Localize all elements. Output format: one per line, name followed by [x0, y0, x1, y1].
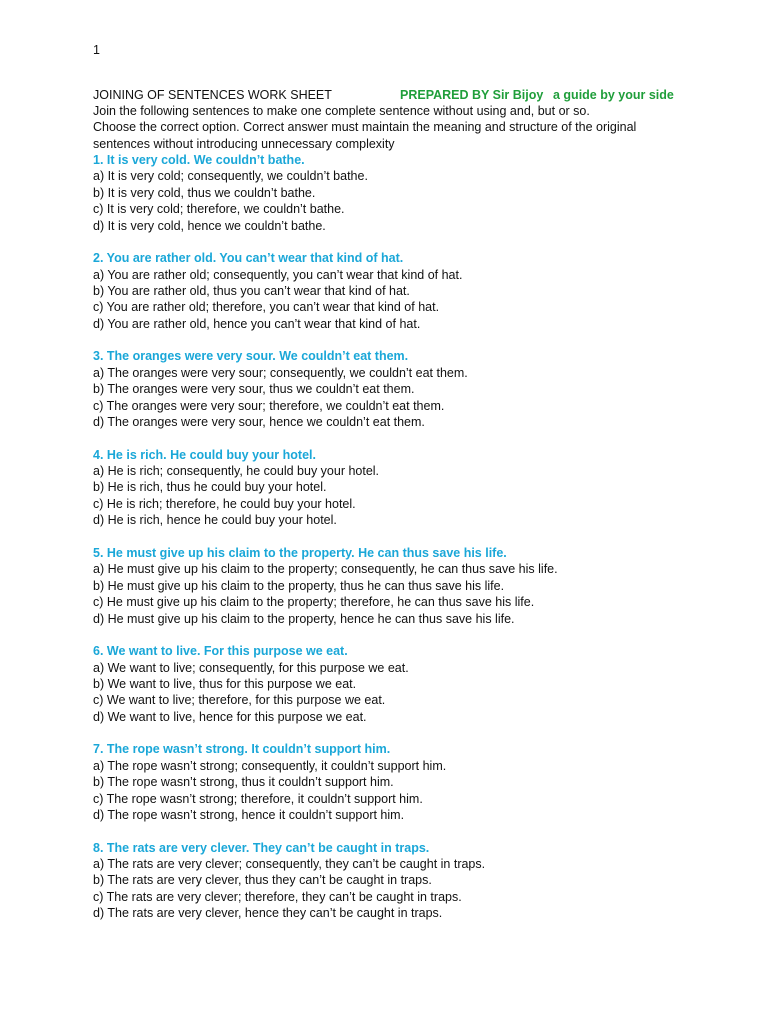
answer-option: c) You are rather old; therefore, you can’t wear that kind of hat. — [93, 300, 440, 315]
answer-option: d) We want to live, hence for this purpose we eat. — [93, 709, 367, 724]
question-block — [93, 152, 693, 234]
answer-option: b) The rope wasn’t strong, thus it couldn’t support him. — [93, 775, 394, 790]
answer-option: c) The rats are very clever; therefore, they can’t be caught in traps. — [93, 889, 462, 904]
question-text: 2. You are rather old. You can’t wear that kind of hat. — [93, 251, 404, 266]
answer-option: b) The rats are very clever, thus they can’t be caught in traps. — [93, 873, 432, 888]
question-block — [93, 643, 693, 725]
question-block — [93, 447, 693, 529]
answer-option: d) You are rather old, hence you can’t wear that kind of hat. — [93, 316, 421, 331]
answer-option: d) It is very cold, hence we couldn’t bathe. — [93, 218, 326, 233]
answer-option: a) It is very cold; consequently, we couldn’t bathe. — [93, 169, 368, 184]
answer-option: b) We want to live, thus for this purpose we eat. — [93, 676, 357, 691]
question-text: 4. He is rich. He could buy your hotel. — [93, 447, 316, 462]
question-block — [93, 250, 693, 332]
answer-option: d) He is rich, hence he could buy your hotel. — [93, 513, 337, 528]
answer-option: a) The oranges were very sour; consequently, we couldn’t eat them. — [93, 365, 468, 380]
answer-option: b) You are rather old, thus you can’t wear that kind of hat. — [93, 284, 410, 299]
answer-option: c) The rope wasn’t strong; therefore, it couldn’t support him. — [93, 791, 423, 806]
answer-option: c) The oranges were very sour; therefore, we couldn’t eat them. — [93, 398, 445, 413]
question-text: 3. The oranges were very sour. We couldn’t eat them. — [93, 349, 409, 364]
question-block — [93, 545, 693, 627]
answer-option: b) He must give up his claim to the property, thus he can thus save his life. — [93, 578, 505, 593]
answer-option: c) He is rich; therefore, he could buy your hotel. — [93, 496, 356, 511]
instruction-line: Choose the correct option. Correct answer must maintain the meaning and structure of the original sentences without introducing unnecessary complexity — [93, 120, 637, 151]
answer-option: a) The rope wasn’t strong; consequently, it couldn’t support him. — [93, 758, 447, 773]
answer-option: c) It is very cold; therefore, we couldn’t bathe. — [93, 202, 345, 217]
tagline: a guide by your side — [553, 88, 674, 102]
question-text: 5. He must give up his claim to the property. He can thus save his life. — [93, 545, 507, 560]
answer-option: a) He must give up his claim to the property; consequently, he can thus save his life. — [93, 562, 558, 577]
question-text: 1. It is very cold. We couldn’t bathe. — [93, 153, 305, 167]
worksheet-header — [93, 87, 693, 103]
answer-option: a) We want to live; consequently, for this purpose we eat. — [93, 660, 409, 675]
answer-option: a) The rats are very clever; consequently, they can’t be caught in traps. — [93, 856, 486, 871]
answer-option: c) He must give up his claim to the property; therefore, he can thus save his life. — [93, 595, 535, 610]
question-text: 6. We want to live. For this purpose we eat. — [93, 644, 348, 659]
question-text: 8. The rats are very clever. They can’t be caught in traps. — [93, 840, 430, 855]
answer-option: a) You are rather old; consequently, you can’t wear that kind of hat. — [93, 267, 463, 282]
answer-option: b) It is very cold, thus we couldn’t bathe. — [93, 185, 316, 200]
instructions — [93, 103, 693, 152]
page-number: 1 — [93, 43, 100, 57]
answer-option: d) The oranges were very sour, hence we couldn’t eat them. — [93, 415, 425, 430]
question-text: 7. The rope wasn’t strong. It couldn’t support him. — [93, 742, 391, 757]
answer-option: d) The rats are very clever, hence they can’t be caught in traps. — [93, 906, 443, 921]
answer-option: d) He must give up his claim to the property, hence he can thus save his life. — [93, 611, 515, 626]
worksheet-title: JOINING OF SENTENCES WORK SHEET — [93, 88, 332, 102]
instruction-line: Join the following sentences to make one complete sentence without using and, but or so. — [93, 104, 590, 118]
question-block — [93, 348, 693, 430]
answer-option: c) We want to live; therefore, for this purpose we eat. — [93, 693, 386, 708]
answer-option: a) He is rich; consequently, he could buy your hotel. — [93, 464, 380, 479]
answer-option: b) He is rich, thus he could buy your hotel. — [93, 480, 327, 495]
question-block — [93, 741, 693, 823]
question-list — [93, 152, 693, 938]
answer-option: b) The oranges were very sour, thus we couldn’t eat them. — [93, 382, 415, 397]
answer-option: d) The rope wasn’t strong, hence it couldn’t support him. — [93, 807, 405, 822]
question-block — [93, 840, 693, 922]
prepared-by: PREPARED BY Sir Bijoy — [400, 88, 544, 102]
